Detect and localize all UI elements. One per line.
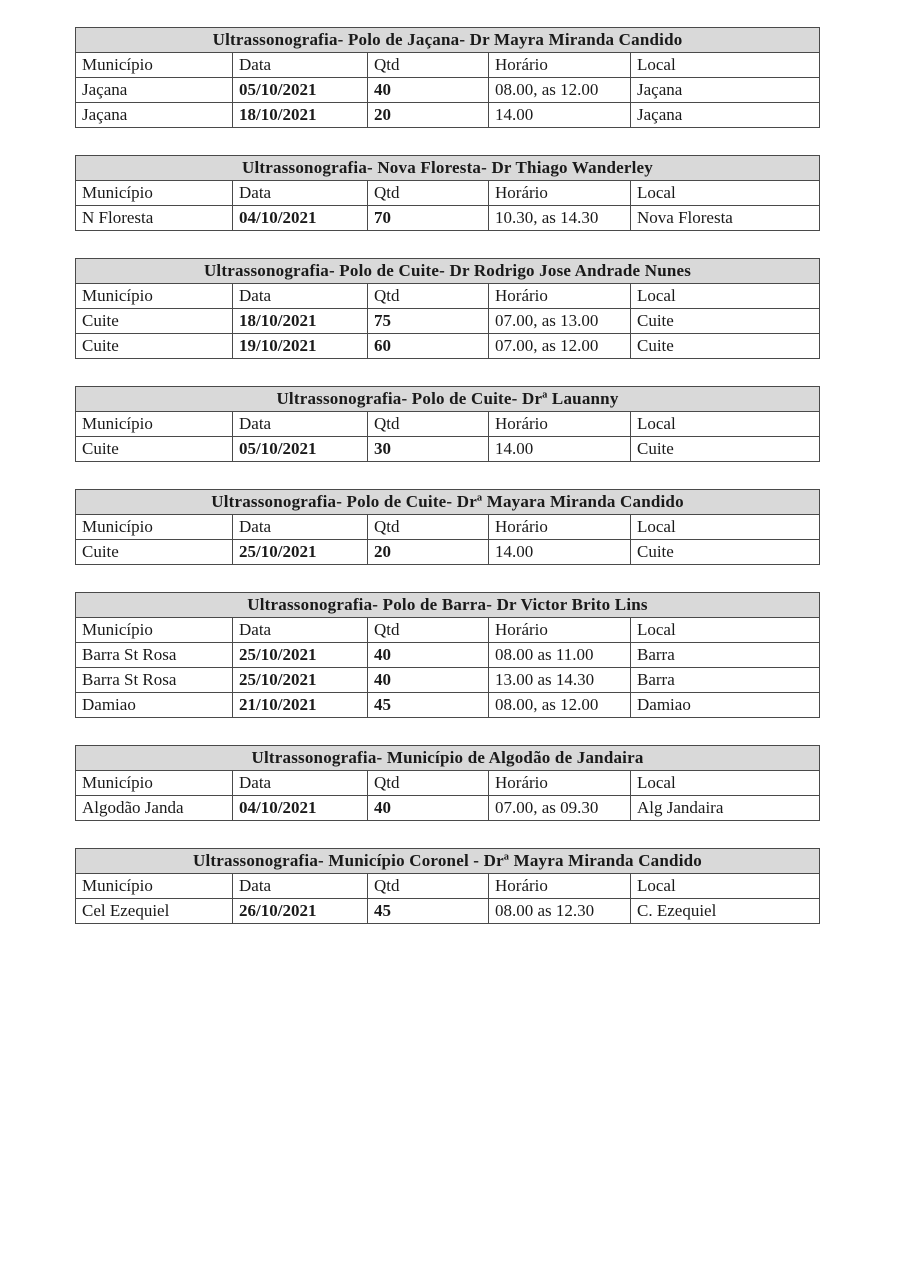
table-row <box>76 693 820 718</box>
table-cell: 40 <box>368 668 489 693</box>
column-header: Município <box>76 515 233 540</box>
table-title: Ultrassonografia- Polo de Cuite- Drª Mayara Miranda Candido <box>76 490 820 515</box>
table-cell: 04/10/2021 <box>233 796 368 821</box>
column-header: Qtd <box>368 412 489 437</box>
column-header: Horário <box>489 284 631 309</box>
column-header: Município <box>76 412 233 437</box>
table-cell: 14.00 <box>489 540 631 565</box>
schedule-table <box>75 258 820 359</box>
column-header: Município <box>76 874 233 899</box>
table-cell: 75 <box>368 309 489 334</box>
column-header: Data <box>233 412 368 437</box>
table-cell: Alg Jandaira <box>631 796 820 821</box>
table-title: Ultrassonografia- Polo de Jaçana- Dr Mayra Miranda Candido <box>76 28 820 53</box>
column-header: Horário <box>489 618 631 643</box>
table-cell: Cel Ezequiel <box>76 899 233 924</box>
table-row <box>76 796 820 821</box>
table-cell: Cuite <box>631 540 820 565</box>
table-row <box>76 103 820 128</box>
table-cell: 10.30, as 14.30 <box>489 206 631 231</box>
table-row <box>76 334 820 359</box>
table-title: Ultrassonografia- Município de Algodão de Jandaira <box>76 746 820 771</box>
table-cell: 30 <box>368 437 489 462</box>
table-row <box>76 643 820 668</box>
table-cell: 25/10/2021 <box>233 643 368 668</box>
table-cell: Barra <box>631 668 820 693</box>
column-header: Município <box>76 771 233 796</box>
table-title: Ultrassonografia- Polo de Cuite- Dr Rodrigo Jose Andrade Nunes <box>76 259 820 284</box>
column-header: Horário <box>489 412 631 437</box>
column-header: Qtd <box>368 874 489 899</box>
table-cell: 21/10/2021 <box>233 693 368 718</box>
column-header: Qtd <box>368 618 489 643</box>
column-header: Município <box>76 618 233 643</box>
table-title-row <box>76 259 820 284</box>
table-cell: 40 <box>368 78 489 103</box>
table-title-row <box>76 28 820 53</box>
table-title-row <box>76 593 820 618</box>
schedule-table <box>75 745 820 821</box>
table-cell: 13.00 as 14.30 <box>489 668 631 693</box>
column-header: Local <box>631 284 820 309</box>
column-header: Horário <box>489 181 631 206</box>
schedule-table <box>75 592 820 718</box>
table-cell: 60 <box>368 334 489 359</box>
column-header: Horário <box>489 771 631 796</box>
table-row <box>76 540 820 565</box>
table-cell: 70 <box>368 206 489 231</box>
schedule-table <box>75 386 820 462</box>
column-header: Município <box>76 181 233 206</box>
table-cell: 18/10/2021 <box>233 103 368 128</box>
table-cell: Damiao <box>631 693 820 718</box>
table-cell: Barra St Rosa <box>76 668 233 693</box>
column-header: Data <box>233 515 368 540</box>
table-title: Ultrassonografia- Nova Floresta- Dr Thiago Wanderley <box>76 156 820 181</box>
column-header: Data <box>233 181 368 206</box>
table-title-row <box>76 490 820 515</box>
table-title: Ultrassonografia- Polo de Cuite- Drª Lauanny <box>76 387 820 412</box>
table-cell: Jaçana <box>76 78 233 103</box>
table-cell: Cuite <box>631 334 820 359</box>
table-title-row <box>76 156 820 181</box>
schedule-table <box>75 848 820 924</box>
column-header: Município <box>76 53 233 78</box>
column-header: Horário <box>489 53 631 78</box>
table-cell: 26/10/2021 <box>233 899 368 924</box>
table-cell: Damiao <box>76 693 233 718</box>
table-cell: 07.00, as 13.00 <box>489 309 631 334</box>
table-cell: 08.00 as 12.30 <box>489 899 631 924</box>
table-header-row <box>76 874 820 899</box>
table-header-row <box>76 284 820 309</box>
table-cell: 07.00, as 09.30 <box>489 796 631 821</box>
table-cell: Algodão Janda <box>76 796 233 821</box>
table-header-row <box>76 515 820 540</box>
column-header: Data <box>233 53 368 78</box>
table-cell: 05/10/2021 <box>233 78 368 103</box>
column-header: Data <box>233 771 368 796</box>
table-row <box>76 206 820 231</box>
column-header: Local <box>631 412 820 437</box>
table-cell: Cuite <box>631 437 820 462</box>
table-cell: Cuite <box>76 540 233 565</box>
table-header-row <box>76 181 820 206</box>
table-cell: 08.00 as 11.00 <box>489 643 631 668</box>
table-cell: Jaçana <box>76 103 233 128</box>
table-header-row <box>76 771 820 796</box>
table-cell: 04/10/2021 <box>233 206 368 231</box>
column-header: Qtd <box>368 771 489 796</box>
table-cell: 20 <box>368 540 489 565</box>
column-header: Qtd <box>368 284 489 309</box>
column-header: Local <box>631 53 820 78</box>
column-header: Data <box>233 284 368 309</box>
schedule-table <box>75 27 820 128</box>
table-title: Ultrassonografia- Polo de Barra- Dr Victor Brito Lins <box>76 593 820 618</box>
table-cell: 08.00, as 12.00 <box>489 78 631 103</box>
table-cell: 25/10/2021 <box>233 540 368 565</box>
table-cell: Barra St Rosa <box>76 643 233 668</box>
column-header: Data <box>233 874 368 899</box>
column-header: Horário <box>489 515 631 540</box>
table-cell: 08.00, as 12.00 <box>489 693 631 718</box>
column-header: Qtd <box>368 53 489 78</box>
table-cell: 45 <box>368 693 489 718</box>
table-title-row <box>76 746 820 771</box>
column-header: Local <box>631 874 820 899</box>
column-header: Local <box>631 618 820 643</box>
column-header: Local <box>631 771 820 796</box>
table-cell: 18/10/2021 <box>233 309 368 334</box>
table-cell: Cuite <box>76 334 233 359</box>
column-header: Município <box>76 284 233 309</box>
column-header: Local <box>631 181 820 206</box>
table-cell: 20 <box>368 103 489 128</box>
schedule-table <box>75 489 820 565</box>
table-cell: Jaçana <box>631 78 820 103</box>
column-header: Local <box>631 515 820 540</box>
table-cell: Cuite <box>76 309 233 334</box>
table-cell: Barra <box>631 643 820 668</box>
table-cell: Cuite <box>631 309 820 334</box>
table-row <box>76 78 820 103</box>
schedule-table <box>75 155 820 231</box>
table-title-row <box>76 849 820 874</box>
table-cell: 40 <box>368 643 489 668</box>
table-cell: 40 <box>368 796 489 821</box>
table-cell: Nova Floresta <box>631 206 820 231</box>
table-row <box>76 668 820 693</box>
table-cell: Jaçana <box>631 103 820 128</box>
table-cell: Cuite <box>76 437 233 462</box>
table-cell: 14.00 <box>489 103 631 128</box>
table-title-row <box>76 387 820 412</box>
table-title: Ultrassonografia- Município Coronel - Drª Mayra Miranda Candido <box>76 849 820 874</box>
table-header-row <box>76 53 820 78</box>
table-cell: 07.00, as 12.00 <box>489 334 631 359</box>
table-cell: 45 <box>368 899 489 924</box>
table-cell: 05/10/2021 <box>233 437 368 462</box>
table-cell: 25/10/2021 <box>233 668 368 693</box>
table-cell: N Floresta <box>76 206 233 231</box>
table-row <box>76 899 820 924</box>
table-row <box>76 437 820 462</box>
column-header: Data <box>233 618 368 643</box>
column-header: Qtd <box>368 181 489 206</box>
table-cell: 19/10/2021 <box>233 334 368 359</box>
table-header-row <box>76 412 820 437</box>
table-header-row <box>76 618 820 643</box>
table-cell: 14.00 <box>489 437 631 462</box>
table-row <box>76 309 820 334</box>
column-header: Horário <box>489 874 631 899</box>
table-cell: C. Ezequiel <box>631 899 820 924</box>
column-header: Qtd <box>368 515 489 540</box>
